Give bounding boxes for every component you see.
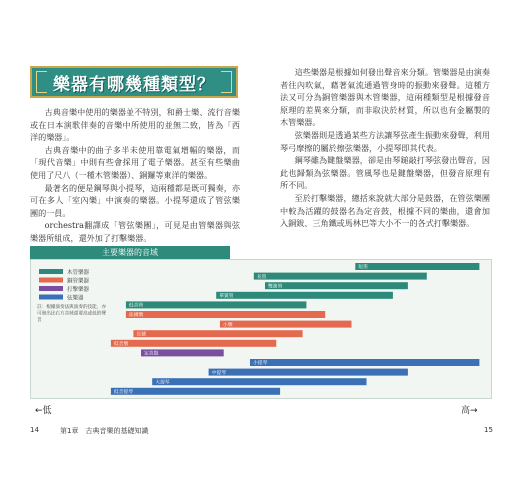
bar-label: 低音號: [113, 342, 129, 347]
paragraph: orchestra翻譯成「管弦樂團」，可見是由管樂器與弦樂器所組成，還外加了打擊樂器。: [30, 220, 240, 243]
bar-label: 單簧管: [219, 294, 234, 299]
axis-low-label: ←低: [35, 406, 52, 416]
chart-note: 註：根據演奏法與演奏的技能，亦: [37, 305, 106, 310]
legend-swatch: [39, 269, 63, 274]
bar-label: 中提琴: [211, 370, 227, 376]
chart-title: 主要樂器的音域: [30, 246, 230, 259]
range-bar: [126, 311, 325, 318]
section-title-banner: [30, 66, 238, 98]
bar-label: 大提琴: [155, 380, 170, 386]
range-bar: [111, 388, 280, 395]
range-bar: [152, 378, 366, 385]
bar-label: 小提琴: [253, 361, 268, 367]
range-bar: [355, 263, 479, 270]
page-title: 樂器有哪幾種類型？: [53, 74, 215, 95]
legend-swatch: [39, 286, 63, 291]
legend-swatch: [39, 295, 63, 300]
range-bar: [209, 369, 408, 376]
bar-label: 定音鼓: [144, 351, 159, 357]
range-bar: [265, 282, 408, 289]
chapter-label: 第1章 古典音樂的基礎知識: [60, 427, 149, 435]
paragraph: 弦樂器則是透過某些方法讓琴弦產生振動來發聲，利用琴弓摩擦的屬於擦弦樂器，小提琴即其代表。: [280, 129, 490, 153]
bar-label: 低音管: [128, 303, 144, 309]
bar-label: 長號: [136, 332, 147, 338]
range-bar: [220, 321, 352, 328]
paragraph: 最著名的便是鋼琴與小提琴，這兩種都是既可獨奏，亦可在多人「室內樂」中演奏的樂器。小提琴還成了管弦樂團的一員。: [30, 182, 240, 218]
paragraph: 古典音樂中使用的樂器並不特別，和爵士樂、流行音樂或在日本演歌伴奏的音樂中所使用的並無二致，皆為「西洋的樂器」。: [30, 107, 240, 143]
left-column-text: [30, 106, 240, 245]
range-chart: [31, 260, 493, 400]
legend-label: 銅管樂器: [67, 278, 90, 285]
page-number-right: 15: [484, 426, 493, 434]
range-bar: [133, 330, 302, 337]
range-bar: [216, 292, 393, 299]
bar-label: 雙簧管: [268, 284, 283, 290]
range-bar: [254, 273, 427, 280]
page-number-left: 14: [30, 426, 39, 434]
bar-label: 短笛: [358, 265, 368, 271]
chart-note: 音: [37, 318, 42, 323]
legend-label: 木管樂器: [67, 270, 90, 276]
bar-label: 法國號: [128, 313, 144, 319]
bar-label: 低音提琴: [113, 390, 134, 395]
paragraph: 至於打擊樂器，總括來說就大部分是鼓器，在管弦樂團中較為活躍的鼓器名為定音鼓，根據不同的樂曲，還會加入銅鈸、三角鐵或馬林巴等大小不一的各式打擊樂器。: [280, 192, 490, 229]
paragraph: 古典音樂中的曲子多半未使用靠電氣增幅的樂器，而「現代音樂」中則有些會採用了電子樂器。甚至有些樂曲使用了尺八（一種木管樂器）、銅鑼等東洋的樂器。: [30, 144, 240, 180]
range-bar: [126, 301, 307, 308]
bar-label: 長笛: [256, 274, 267, 280]
axis-high-label: 高→: [461, 406, 478, 416]
bar-label: 小號: [222, 322, 233, 328]
legend-label: 弦樂器: [67, 295, 84, 302]
legend-label: 打擊樂器: [67, 287, 90, 293]
right-column-text: [280, 66, 490, 230]
range-chart-panel: [30, 259, 492, 399]
range-bar: [111, 340, 276, 347]
range-bar: [250, 359, 479, 366]
paragraph: 這些樂器是根據如何發出聲音來分類。管樂器是由演奏者往內吹氣，藉著氣流通過管身時的振動來發聲。這種方法又可分為銅管樂器與木管樂器，這兩種類型是根據發音原理的差異來分類，而非取決於材質，所以也有金屬製的木管樂器。: [280, 67, 490, 128]
paragraph: 鋼琴雖為鍵盤樂器，卻是由琴鎚敲打琴弦發出聲音，因此也歸類為弦樂器。管風琴也是鍵盤樂器，但發音原理有所不同。: [280, 155, 490, 191]
chart-note: 可發出比右方音域還要高或低的聲: [37, 311, 106, 317]
legend-swatch: [39, 278, 63, 283]
